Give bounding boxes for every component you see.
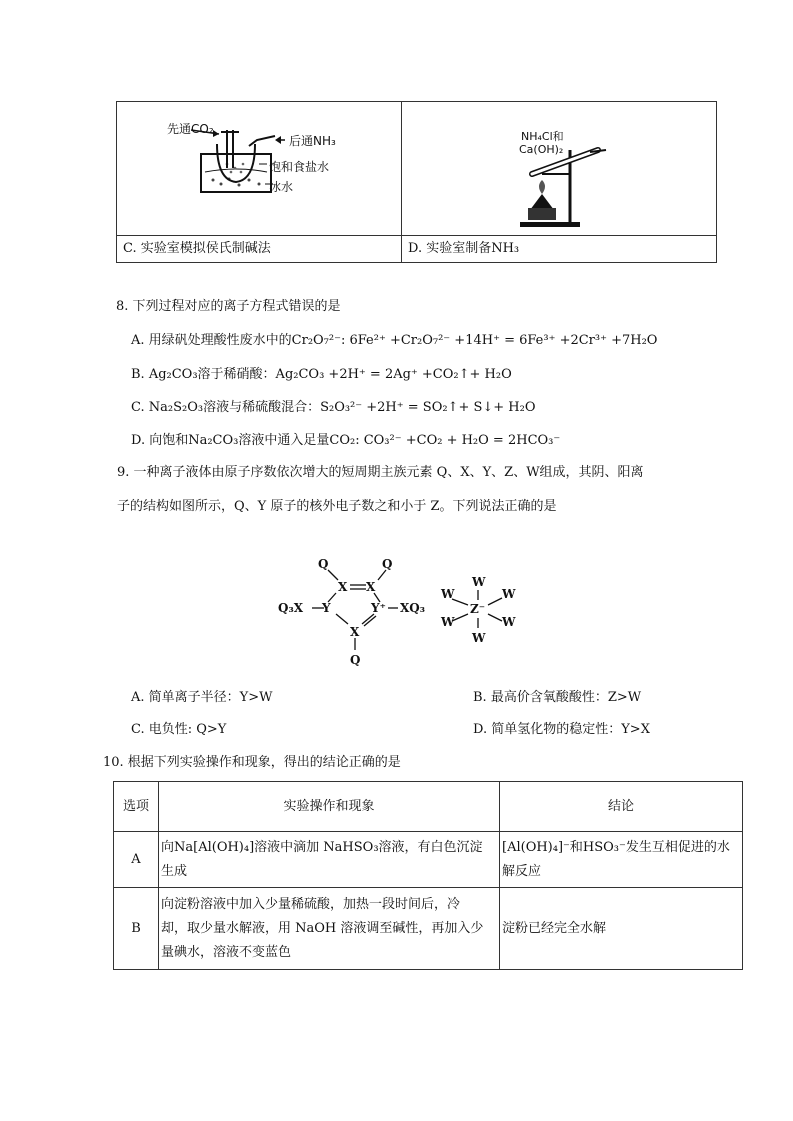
q8-option-c: C. Na₂S₂O₃溶液与稀硫酸混合：S₂O₃²⁻ +2H⁺ = SO₂↑+ S↓+ H₂O <box>131 400 536 415</box>
q9-option-a: A. 简单离子半径：Y>W <box>131 690 273 705</box>
q10-row-a-conclusion-line1: [Al(OH)₄]⁻和HSO₃⁻发生互相促进的水 <box>502 839 730 855</box>
struct-w-ll: W <box>441 615 455 629</box>
struct-w-ur: W <box>502 587 516 601</box>
q10-row-a-operation-line1: 向Na[Al(OH)₄]溶液中滴加 NaHSO₃溶液，有白色沉淀 <box>161 839 483 855</box>
table-row <box>114 832 743 888</box>
label-then-nh3: 后通NH₃ <box>289 134 336 148</box>
hou-process-apparatus-diagram <box>117 102 401 235</box>
struct-q-top-right: Q <box>382 557 393 571</box>
q9-stem-line2: 子的结构如图所示，Q、Y 原子的核外电子数之和小于 Z。下列说法正确的是 <box>117 499 557 514</box>
option-d-image-cell <box>402 102 717 236</box>
apparatus-table <box>116 101 717 263</box>
q10-row-b-operation-line1: 向淀粉溶液中加入少量稀硫酸，加热一段时间后，冷 <box>161 896 461 912</box>
struct-x-bottom: X <box>350 625 360 639</box>
q10-row-a-conclusion <box>500 832 743 888</box>
struct-w-top: W <box>472 575 486 589</box>
label-brine: 饱和食盐水 <box>269 160 330 174</box>
struct-q3x: Q₃X <box>278 601 304 615</box>
struct-x-top-right: X <box>366 580 376 594</box>
q9-option-c: C. 电负性: Q>Y <box>131 722 227 737</box>
ammonia-prep-apparatus-diagram <box>402 102 716 235</box>
struct-w-lr: W <box>502 615 516 629</box>
struct-xq3: XQ₃ <box>400 601 426 615</box>
q8-option-a: A. 用绿矾处理酸性废水中的Cr₂O₇²⁻: 6Fe²⁺ +Cr₂O₇²⁻ +14H⁺ = 6Fe³⁺ +2Cr³⁺ +7H₂O <box>131 333 658 348</box>
struct-y: Y <box>322 601 331 615</box>
q10-row-b-conclusion: 淀粉已经完全水解 <box>500 888 743 970</box>
q8-option-d: D. 向饱和Na₂CO₃溶液中通入足量CO₂: CO₃²⁻ +CO₂ + H₂O = 2HCO₃⁻ <box>131 433 561 448</box>
struct-w-ul: W <box>441 587 455 601</box>
q10-row-a-option: A <box>114 832 159 888</box>
label-reagents-2: Ca(OH)₂ <box>519 143 564 156</box>
q10-header-conclusion: 结论 <box>500 782 743 832</box>
ionic-liquid-structure <box>270 550 530 675</box>
option-c-caption: C. 实验室模拟侯氏制碱法 <box>117 236 402 263</box>
q10-row-b-operation-line3: 量碘水，溶液不变蓝色 <box>161 944 292 960</box>
q10-row-a-operation-line2: 生成 <box>161 863 188 879</box>
struct-w-bottom: W <box>472 631 486 645</box>
q8-stem: 8. 下列过程对应的离子方程式错误的是 <box>116 299 341 314</box>
q10-row-b-operation <box>159 888 500 970</box>
table-row <box>114 888 743 970</box>
q10-row-b-operation-line2: 却，取少量水解液，用 NaOH 溶液调至碱性，再加入少 <box>161 920 484 936</box>
q8-option-b: B. Ag₂CO₃溶于稀硝酸：Ag₂CO₃ +2H⁺ = 2Ag⁺ +CO₂↑+ H₂O <box>131 367 512 382</box>
q9-stem-line1: 9. 一种离子液体由原子序数依次增大的短周期主族元素 Q、X、Y、Z、W组成，其阴、阳离 <box>117 465 644 480</box>
struct-z-minus: Z⁻ <box>470 602 486 616</box>
q9-option-b: B. 最高价含氧酸酸性：Z>W <box>473 690 642 705</box>
q10-table <box>113 781 743 970</box>
label-first-co2: 先通CO₂ <box>167 122 214 136</box>
option-c-image-cell <box>117 102 402 236</box>
q10-row-a-conclusion-line2: 解反应 <box>502 863 542 879</box>
struct-x-top-left: X <box>338 580 348 594</box>
struct-q-bottom: Q <box>350 653 361 667</box>
option-d-caption: D. 实验室制备NH₃ <box>402 236 717 263</box>
label-reagents-1: NH₄Cl和 <box>521 130 564 143</box>
q10-row-b-option: B <box>114 888 159 970</box>
q10-header-operation: 实验操作和现象 <box>159 782 500 832</box>
q10-stem: 10. 根据下列实验操作和现象，得出的结论正确的是 <box>103 755 401 770</box>
label-ice-water: 冰水 <box>269 180 294 194</box>
struct-q-top-left: Q <box>318 557 329 571</box>
q10-row-a-operation <box>159 832 500 888</box>
q9-option-d: D. 简单氢化物的稳定性：Y>X <box>473 722 650 737</box>
q10-header-option: 选项 <box>114 782 159 832</box>
struct-y-plus: Y⁺ <box>371 601 386 615</box>
